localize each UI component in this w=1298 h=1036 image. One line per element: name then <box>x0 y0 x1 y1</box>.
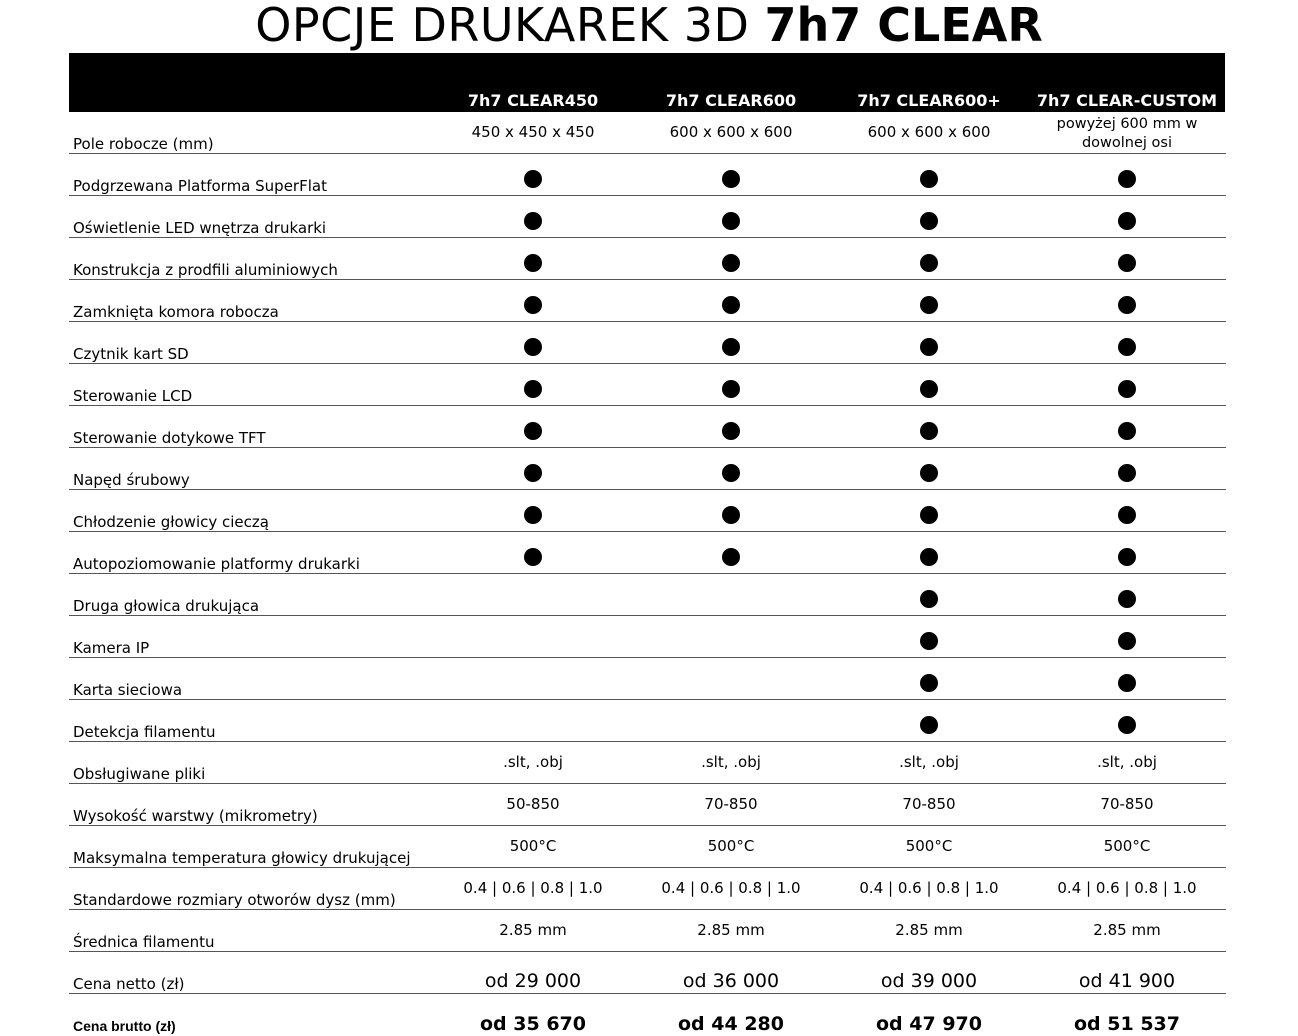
filled-dot-icon <box>524 380 542 398</box>
filled-dot-icon <box>920 422 938 440</box>
cell-value: 2.85 mm <box>1093 921 1161 939</box>
cell-value: 50-850 <box>506 795 560 813</box>
cell-value: od 36 000 <box>682 970 780 992</box>
table-cell <box>631 742 831 783</box>
cell-value: 0.4 | 0.6 | 0.8 | 1.0 <box>859 879 999 897</box>
filled-dot-icon <box>920 716 938 734</box>
cell-value: 0.4 | 0.6 | 0.8 | 1.0 <box>1057 879 1197 897</box>
filled-dot-icon <box>524 506 542 524</box>
table-cell <box>829 448 1029 489</box>
row-label: Cena brutto (zł) <box>73 1018 176 1034</box>
cell-value: 450 x 450 x 450 <box>471 123 595 141</box>
table-cell <box>829 742 1029 783</box>
table-row <box>69 196 1226 238</box>
table-cell <box>829 238 1029 279</box>
filled-dot-icon <box>1118 170 1136 188</box>
table-cell <box>433 196 633 237</box>
cell-value: od 41 900 <box>1078 970 1176 992</box>
row-label: Średnica filamentu <box>73 933 215 951</box>
cell-value: 2.85 mm <box>499 921 567 939</box>
table-cell <box>1027 196 1227 237</box>
table-cell <box>829 280 1029 321</box>
cell-value: .slt, .obj <box>701 753 761 771</box>
column-header-clear-custom: 7h7 CLEAR-CUSTOM <box>1036 91 1218 110</box>
cell-value: 500°C <box>1103 837 1151 855</box>
table-cell <box>829 994 1029 1035</box>
table-cell <box>1027 994 1227 1035</box>
filled-dot-icon <box>722 170 740 188</box>
table-cell <box>1027 238 1227 279</box>
table-row <box>69 364 1226 406</box>
cell-value: od 47 970 <box>876 1013 982 1035</box>
table-cell <box>433 616 633 657</box>
filled-dot-icon <box>524 548 542 566</box>
table-cell <box>433 112 633 153</box>
filled-dot-icon <box>1118 506 1136 524</box>
table-cell <box>433 658 633 699</box>
cell-value: 70-850 <box>902 795 956 813</box>
table-cell <box>829 532 1029 573</box>
table-cell <box>631 532 831 573</box>
table-cell <box>631 868 831 909</box>
filled-dot-icon <box>1118 212 1136 230</box>
table-row <box>69 448 1226 490</box>
table-cell <box>631 616 831 657</box>
table-cell <box>1027 364 1227 405</box>
table-cell <box>829 196 1029 237</box>
table-cell <box>433 868 633 909</box>
table-cell <box>1027 742 1227 783</box>
table-cell <box>433 700 633 741</box>
filled-dot-icon <box>1118 590 1136 608</box>
table-cell <box>1027 406 1227 447</box>
table-row <box>69 490 1226 532</box>
table-cell <box>1027 910 1227 951</box>
table-cell <box>829 868 1029 909</box>
table-cell <box>829 658 1029 699</box>
filled-dot-icon <box>1118 254 1136 272</box>
filled-dot-icon <box>1118 338 1136 356</box>
table-row <box>69 280 1226 322</box>
filled-dot-icon <box>920 506 938 524</box>
page-title <box>0 0 1298 50</box>
filled-dot-icon <box>1118 548 1136 566</box>
table-cell <box>631 364 831 405</box>
table-cell <box>1027 448 1227 489</box>
filled-dot-icon <box>1118 632 1136 650</box>
comparison-table <box>69 112 1226 1035</box>
table-cell <box>1027 322 1227 363</box>
filled-dot-icon <box>1118 380 1136 398</box>
cell-value: od 35 670 <box>480 1013 586 1035</box>
table-cell <box>1027 532 1227 573</box>
cell-value: 500°C <box>509 837 557 855</box>
row-label: Oświetlenie LED wnętrza drukarki <box>73 219 327 237</box>
table-row <box>69 574 1226 616</box>
table-row <box>69 952 1226 994</box>
filled-dot-icon <box>920 296 938 314</box>
column-header-clear450: 7h7 CLEAR450 <box>467 91 599 110</box>
table-cell <box>631 952 831 993</box>
row-label: Obsługiwane pliki <box>73 765 206 783</box>
table-cell <box>433 490 633 531</box>
row-label: Chłodzenie głowicy cieczą <box>73 513 269 531</box>
row-label: Autopoziomowanie platformy drukarki <box>73 555 360 573</box>
cell-value: od 51 537 <box>1074 1013 1180 1035</box>
table-cell <box>433 280 633 321</box>
title-bold: 7h7 CLEAR <box>764 0 1043 52</box>
row-label: Standardowe rozmiary otworów dysz (mm) <box>73 891 396 909</box>
table-cell <box>631 280 831 321</box>
row-label: Czytnik kart SD <box>73 345 189 363</box>
table-cell <box>1027 826 1227 867</box>
filled-dot-icon <box>524 170 542 188</box>
filled-dot-icon <box>722 296 740 314</box>
column-header-clear600: 7h7 CLEAR600 <box>665 91 797 110</box>
filled-dot-icon <box>722 212 740 230</box>
column-header-clear600plus: 7h7 CLEAR600+ <box>857 91 1001 110</box>
table-cell <box>829 616 1029 657</box>
table-cell <box>433 784 633 825</box>
table-row <box>69 616 1226 658</box>
table-cell <box>433 994 633 1035</box>
row-label: Detekcja filamentu <box>73 723 216 741</box>
table-cell <box>433 154 633 195</box>
cell-value: od 44 280 <box>678 1013 784 1035</box>
filled-dot-icon <box>524 212 542 230</box>
table-cell <box>433 574 633 615</box>
table-row <box>69 658 1226 700</box>
table-cell <box>829 574 1029 615</box>
table-row <box>69 868 1226 910</box>
table-cell <box>433 322 633 363</box>
table-cell <box>829 490 1029 531</box>
table-cell <box>433 406 633 447</box>
filled-dot-icon <box>722 422 740 440</box>
cell-value: 2.85 mm <box>895 921 963 939</box>
filled-dot-icon <box>524 296 542 314</box>
table-cell <box>631 700 831 741</box>
table-cell <box>631 196 831 237</box>
cell-value: od 39 000 <box>880 970 978 992</box>
table-cell <box>829 112 1029 153</box>
table-cell <box>631 910 831 951</box>
table-row <box>69 910 1226 952</box>
filled-dot-icon <box>722 338 740 356</box>
row-label: Wysokość warstwy (mikrometry) <box>73 807 318 825</box>
table-cell <box>631 112 831 153</box>
filled-dot-icon <box>920 548 938 566</box>
table-cell <box>631 406 831 447</box>
filled-dot-icon <box>1118 296 1136 314</box>
table-cell <box>1027 952 1227 993</box>
row-label: Konstrukcja z prodfili aluminiowych <box>73 261 338 279</box>
title-plain: OPCJE DRUKAREK 3D <box>255 0 765 52</box>
row-label: Cena netto (zł) <box>73 975 185 993</box>
cell-value: 70-850 <box>1100 795 1154 813</box>
filled-dot-icon <box>920 464 938 482</box>
row-label: Druga głowica drukująca <box>73 597 260 615</box>
table-cell <box>829 784 1029 825</box>
table-cell <box>1027 574 1227 615</box>
table-cell <box>631 994 831 1035</box>
table-row <box>69 112 1226 154</box>
cell-value: 600 x 600 x 600 <box>669 123 793 141</box>
table-cell <box>433 910 633 951</box>
table-cell <box>433 238 633 279</box>
table-cell <box>829 910 1029 951</box>
table-cell <box>829 322 1029 363</box>
filled-dot-icon <box>920 380 938 398</box>
filled-dot-icon <box>1118 464 1136 482</box>
row-label: Maksymalna temperatura głowicy drukującej <box>73 849 411 867</box>
table-row <box>69 406 1226 448</box>
cell-value: 500°C <box>707 837 755 855</box>
table-cell <box>829 700 1029 741</box>
filled-dot-icon <box>920 254 938 272</box>
filled-dot-icon <box>920 632 938 650</box>
table-row <box>69 238 1226 280</box>
table-row <box>69 784 1226 826</box>
table-cell <box>1027 868 1227 909</box>
filled-dot-icon <box>722 464 740 482</box>
table-cell <box>829 952 1029 993</box>
filled-dot-icon <box>920 590 938 608</box>
cell-value: 2.85 mm <box>697 921 765 939</box>
cell-value: 0.4 | 0.6 | 0.8 | 1.0 <box>463 879 603 897</box>
table-cell <box>631 448 831 489</box>
filled-dot-icon <box>722 548 740 566</box>
table-cell <box>631 154 831 195</box>
table-cell <box>829 364 1029 405</box>
table-cell <box>829 826 1029 867</box>
row-label: Sterowanie LCD <box>73 387 193 405</box>
table-row <box>69 700 1226 742</box>
table-cell <box>631 490 831 531</box>
table-cell <box>1027 784 1227 825</box>
table-row <box>69 742 1226 784</box>
cell-value: powyżej 600 mm w dowolnej osi <box>1056 116 1198 151</box>
table-cell <box>631 784 831 825</box>
filled-dot-icon <box>1118 716 1136 734</box>
table-cell <box>1027 154 1227 195</box>
table-cell <box>1027 280 1227 321</box>
filled-dot-icon <box>722 254 740 272</box>
row-label: Podgrzewana Platforma SuperFlat <box>73 177 327 195</box>
table-cell <box>829 154 1029 195</box>
cell-value: 500°C <box>905 837 953 855</box>
filled-dot-icon <box>524 422 542 440</box>
table-cell <box>631 658 831 699</box>
cell-value: 70-850 <box>704 795 758 813</box>
filled-dot-icon <box>1118 674 1136 692</box>
table-cell <box>631 826 831 867</box>
table-cell <box>1027 490 1227 531</box>
filled-dot-icon <box>920 212 938 230</box>
row-label: Kamera IP <box>73 639 150 657</box>
table-row <box>69 826 1226 868</box>
row-label: Sterowanie dotykowe TFT <box>73 429 266 447</box>
table-cell <box>433 952 633 993</box>
table-cell <box>1027 700 1227 741</box>
cell-value: .slt, .obj <box>503 753 563 771</box>
table-cell <box>1027 112 1227 153</box>
filled-dot-icon <box>920 170 938 188</box>
filled-dot-icon <box>722 506 740 524</box>
table-cell <box>433 742 633 783</box>
table-cell <box>433 826 633 867</box>
filled-dot-icon <box>920 674 938 692</box>
filled-dot-icon <box>722 380 740 398</box>
filled-dot-icon <box>524 464 542 482</box>
table-cell <box>433 532 633 573</box>
table-cell <box>631 574 831 615</box>
cell-value: 600 x 600 x 600 <box>867 123 991 141</box>
filled-dot-icon <box>1118 422 1136 440</box>
table-cell <box>829 406 1029 447</box>
table-cell <box>1027 658 1227 699</box>
table-row <box>69 322 1226 364</box>
table-row <box>69 532 1226 574</box>
table-row <box>69 154 1226 196</box>
cell-value: .slt, .obj <box>1097 753 1157 771</box>
row-label: Zamknięta komora robocza <box>73 303 279 321</box>
filled-dot-icon <box>524 254 542 272</box>
table-row <box>69 994 1226 1035</box>
row-label: Pole robocze (mm) <box>73 135 214 153</box>
filled-dot-icon <box>524 338 542 356</box>
cell-value: od 29 000 <box>484 970 582 992</box>
table-cell <box>1027 616 1227 657</box>
row-label: Napęd śrubowy <box>73 471 190 489</box>
table-cell <box>631 238 831 279</box>
table-cell <box>433 364 633 405</box>
filled-dot-icon <box>920 338 938 356</box>
row-label: Karta sieciowa <box>73 681 183 699</box>
cell-value: 0.4 | 0.6 | 0.8 | 1.0 <box>661 879 801 897</box>
table-cell <box>433 448 633 489</box>
table-cell <box>631 322 831 363</box>
cell-value: .slt, .obj <box>899 753 959 771</box>
